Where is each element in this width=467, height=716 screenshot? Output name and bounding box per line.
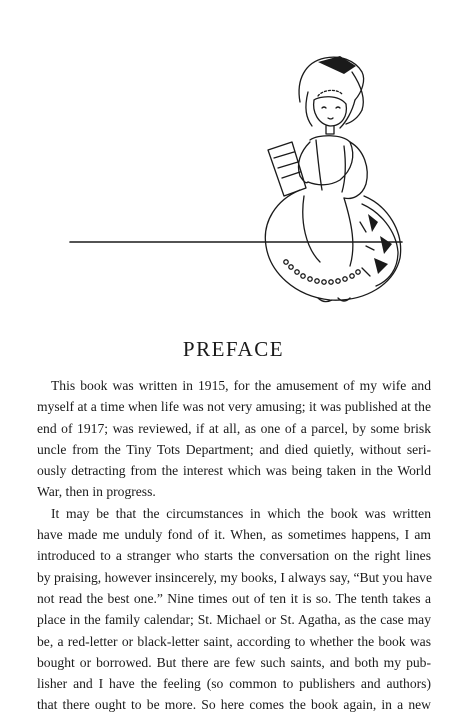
text-line: that there ought to be more. So here comes the book again, in a new	[37, 697, 431, 713]
text-line: by praising, however insincerely, my books, I always say, “But you have	[37, 569, 433, 585]
princess-illustration	[0, 0, 467, 320]
text-line: lisher and I have the feeling (so common to publishers and authors)	[37, 676, 431, 692]
bodice	[316, 140, 322, 190]
text-line: It may be that the circumstances in which the book was written	[51, 505, 431, 521]
text-line: This book was written in 1915, for the amusement of my wife and	[51, 378, 431, 393]
face	[314, 100, 347, 126]
paragraph-2	[37, 503, 431, 716]
preface-text	[37, 375, 431, 716]
text-line: be, a red-letter or black-letter saint, according to whether the book was	[37, 633, 431, 649]
text-line: have made me unduly fond of it. When, as sometimes happens, I am	[37, 527, 431, 543]
text-line: bought or borrowed. But there are few such saints, and both my pub-	[37, 654, 431, 670]
text-line: place in the family calendar; St. Michael or St. Agatha, as the case may	[37, 612, 431, 628]
text-line: not read the best one.” Nine times out of ten it is so. The tenth takes a	[37, 590, 431, 606]
paper	[268, 142, 306, 196]
text-line: ously detracting from the interest which was being taken in the World	[37, 463, 431, 479]
text-line: War, then in progress.	[37, 484, 156, 500]
bead-hem	[284, 260, 360, 284]
text-line: myself at a time when life was not very amusing; it was published at the	[37, 399, 431, 415]
paragraph-1	[37, 375, 431, 503]
text-line: introduced to a stranger who starts the conversation on the right lines	[37, 548, 431, 564]
text-line: end of 1917; was reviewed, if at all, as one of a parcel, by some brisk	[37, 420, 431, 436]
text-line: uncle from the Tiny Tots Department; and died quietly, without seri-	[37, 441, 431, 457]
page-title: PREFACE	[182, 337, 285, 361]
